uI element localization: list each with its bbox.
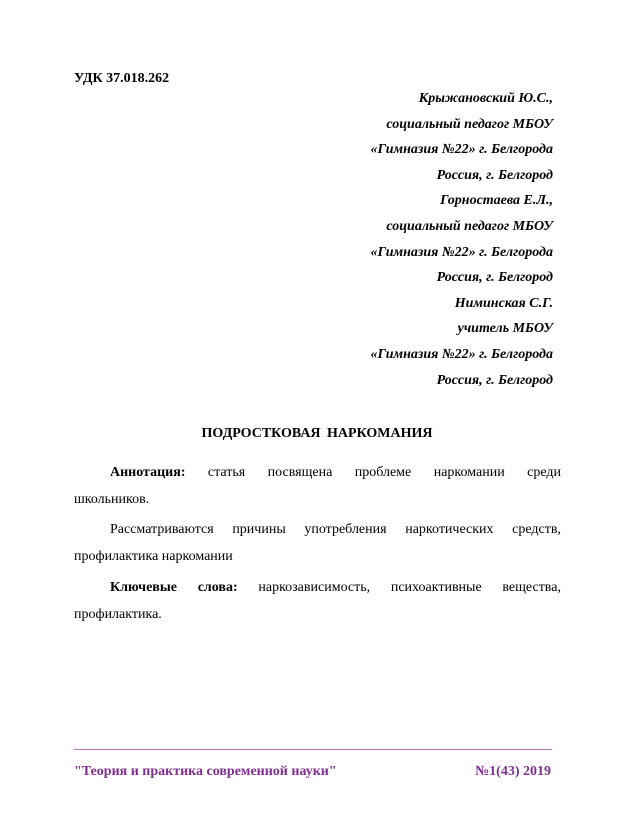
- author-line: социальный педагог МБОУ: [386, 116, 553, 132]
- annotation-continuation: школьников.: [74, 491, 150, 507]
- author-line: Крыжановский Ю.С.,: [418, 91, 553, 106]
- author-line: «Гимназия №22» г. Белгорода: [370, 244, 553, 260]
- annotation-paragraph: [74, 460, 561, 513]
- author-line: социальный педагог МБОУ: [386, 218, 553, 234]
- article-title: ПОДРОСТКОВАЯ НАРКОМАНИЯ: [201, 426, 433, 441]
- word: Рассматриваются: [110, 522, 214, 537]
- issue-number: №1(43) 2019: [475, 764, 551, 779]
- author-line: Россия, г. Белгород: [436, 167, 553, 183]
- causes-paragraph: [74, 517, 561, 570]
- author-line: «Гимназия №22» г. Белгорода: [370, 142, 553, 158]
- word: посвящена: [267, 465, 333, 480]
- keywords-continuation: профилактика.: [74, 606, 162, 622]
- annotation-first-line: [74, 460, 561, 487]
- keywords-label-word: слова:: [197, 580, 238, 595]
- keywords-first-line: [74, 575, 561, 602]
- author-line: Горностаева Е.Л.,: [440, 193, 553, 209]
- footer-rule: [74, 749, 552, 750]
- word: употребления: [304, 522, 387, 537]
- word: психоактивные: [390, 580, 482, 595]
- author-line: Ниминская С.Г.: [454, 295, 553, 311]
- word: наркозависимость,: [258, 580, 371, 595]
- causes-first-line: [74, 517, 561, 544]
- annotation-label: Аннотация:: [110, 465, 186, 480]
- word: проблеме: [354, 465, 412, 480]
- author-line: Россия, г. Белгород: [436, 372, 553, 388]
- word: вещества,: [502, 580, 561, 595]
- word: причины: [232, 522, 286, 537]
- word: средств,: [512, 522, 561, 537]
- author-block: [223, 86, 553, 393]
- word: наркотических: [405, 522, 494, 537]
- keywords-paragraph: [74, 575, 561, 628]
- word: наркомании: [433, 465, 505, 480]
- author-line: учитель МБОУ: [457, 321, 553, 337]
- word: статья: [207, 465, 246, 480]
- journal-name: "Теория и практика современной науки": [74, 764, 337, 779]
- author-line: «Гимназия №22» г. Белгорода: [370, 346, 553, 362]
- udk-code: УДК 37.018.262: [74, 71, 170, 86]
- author-line: Россия, г. Белгород: [436, 270, 553, 286]
- causes-continuation: профилактика наркомании: [74, 548, 233, 564]
- keywords-label-word: Ключевые: [110, 580, 177, 595]
- word: среди: [527, 465, 561, 480]
